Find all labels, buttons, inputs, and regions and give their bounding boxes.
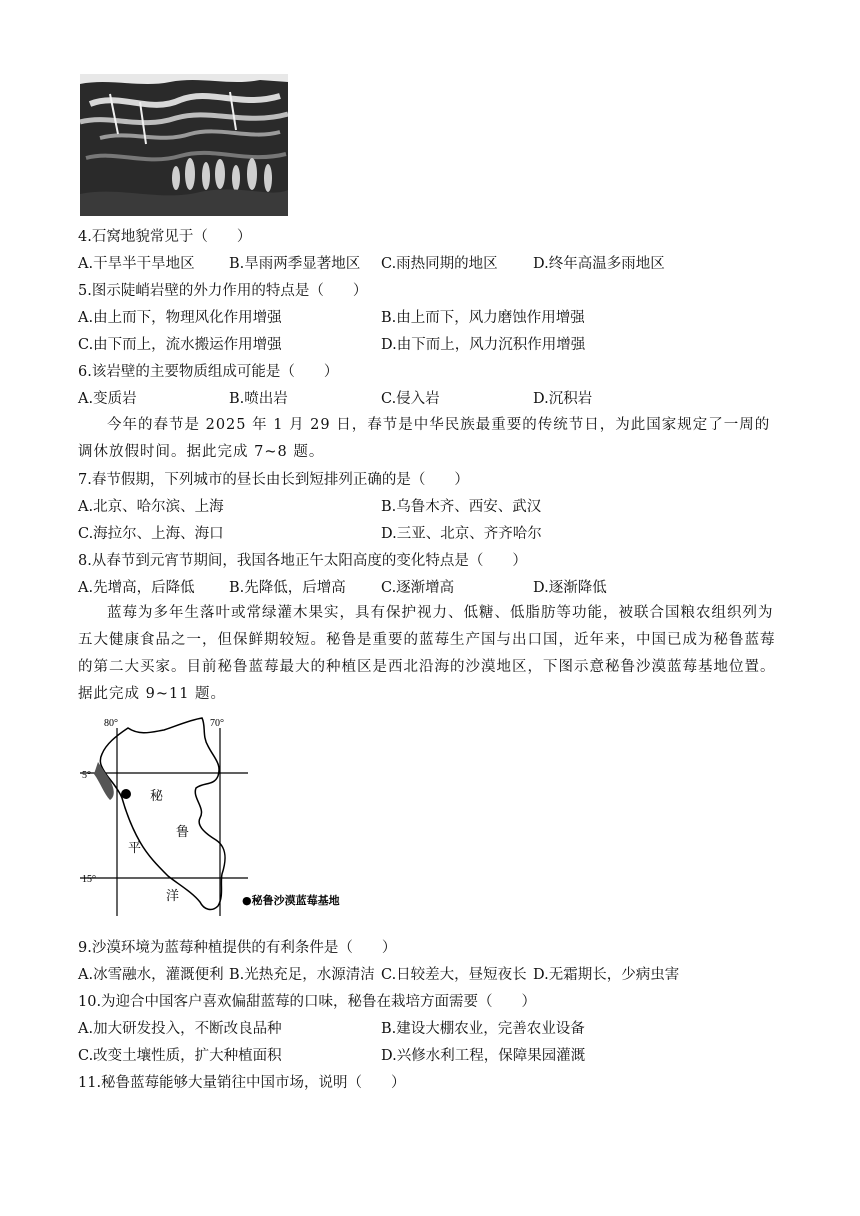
q9-option-b[interactable]: B.光热充足，水源清洁 <box>229 967 375 983</box>
map-char-2: 鲁 <box>176 825 190 840</box>
q7-option-c[interactable]: C.海拉尔、上海、海口 <box>78 526 224 542</box>
question-7-stem: 7.春节假期，下列城市的昼长由长到短排列正确的是（ ） <box>78 472 469 488</box>
question-6-stem: 6.该岩壁的主要物质组成可能是（ ） <box>78 364 339 380</box>
q10-option-b[interactable]: B.建设大棚农业，完善农业设备 <box>381 1021 585 1037</box>
q8-option-c[interactable]: C.逐渐增高 <box>381 580 455 596</box>
q10-option-d[interactable]: D.兴修水利工程，保障果园灌溉 <box>381 1048 586 1064</box>
q6-option-c[interactable]: C.侵入岩 <box>381 391 440 407</box>
blueberry-base-marker <box>121 789 131 799</box>
q4-option-d[interactable]: D.终年高温多雨地区 <box>533 256 665 272</box>
q5-option-a[interactable]: A.由上而下，物理风化作用增强 <box>78 310 282 326</box>
peru-blueberry-map <box>80 716 350 916</box>
q9-option-a[interactable]: A.冰雪融水，灌溉便利 <box>78 967 224 983</box>
map-char-4: 洋 <box>166 889 180 904</box>
peru-outline <box>100 718 225 909</box>
q9-option-c[interactable]: C.日较差大，昼短夜长 <box>381 967 527 983</box>
question-5-stem: 5.图示陡峭岩壁的外力作用的特点是（ ） <box>78 283 368 299</box>
q6-option-a[interactable]: A.变质岩 <box>78 391 137 407</box>
question-8-stem: 8.从春节到元宵节期间，我国各地正午太阳高度的变化特点是（ ） <box>78 553 527 569</box>
q4-option-a[interactable]: A.干旱半干旱地区 <box>78 256 195 272</box>
question-4-stem: 4.石窝地貌常见于（ ） <box>78 229 252 245</box>
lat-5-label: 5° <box>82 770 91 781</box>
q8-option-d[interactable]: D.逐渐降低 <box>533 580 607 596</box>
q9-option-d[interactable]: D.无霜期长，少病虫害 <box>533 967 680 983</box>
lon-70-label: 70° <box>210 718 224 729</box>
question-11-stem: 11.秘鲁蓝莓能够大量销往中国市场，说明（ ） <box>78 1075 406 1091</box>
lon-80-label: 80° <box>104 718 118 729</box>
q10-option-c[interactable]: C.改变土壤性质，扩大种植面积 <box>78 1048 282 1064</box>
map-char-3: 平 <box>128 841 142 856</box>
passage-spring-festival: 今年的春节是 2025 年 1 月 29 日，春节是中华民族最重要的传统节日，为此国家规定了一周的调休放假时间。据此完成 7~8 题。 <box>78 417 771 460</box>
q5-option-b[interactable]: B.由上而下，风力磨蚀作用增强 <box>381 310 585 326</box>
q6-option-d[interactable]: D.沉积岩 <box>533 391 593 407</box>
q10-option-a[interactable]: A.加大研发投入，不断改良品种 <box>78 1021 282 1037</box>
q7-option-d[interactable]: D.三亚、北京、齐齐哈尔 <box>381 526 542 542</box>
q6-option-b[interactable]: B.喷出岩 <box>229 391 288 407</box>
q4-option-c[interactable]: C.雨热同期的地区 <box>381 256 498 272</box>
map-legend: ●秘鲁沙漠蓝莓基地 <box>242 894 340 907</box>
peru-map-svg <box>80 716 350 916</box>
q7-option-a[interactable]: A.北京、哈尔滨、上海 <box>78 499 224 515</box>
q8-option-b[interactable]: B.先降低，后增高 <box>229 580 346 596</box>
lat-15-label: 15° <box>82 874 96 885</box>
map-char-1: 秘 <box>150 789 164 804</box>
question-9-stem: 9.沙漠环境为蓝莓种植提供的有利条件是（ ） <box>78 940 397 956</box>
q5-option-c[interactable]: C.由下而上，流水搬运作用增强 <box>78 337 282 353</box>
q5-option-d[interactable]: D.由下而上，风力沉积作用增强 <box>381 337 586 353</box>
q7-option-b[interactable]: B.乌鲁木齐、西安、武汉 <box>381 499 542 515</box>
question-10-stem: 10.为迎合中国客户喜欢偏甜蓝莓的口味，秘鲁在栽培方面需要（ ） <box>78 994 537 1010</box>
rock-wall-image <box>80 74 288 216</box>
passage-peru-blueberry: 蓝莓为多年生落叶或常绿灌木果实，具有保护视力、低糖、低脂肪等功能，被联合国粮农组织列为五大健康食品之一，但保鲜期较短。秘鲁是重要的蓝莓生产国与出口国，近年来，中国已成为秘鲁蓝莓的第二大买家。目前秘鲁蓝莓最大的种植区是西北沿海的沙漠地区，下图示意秘鲁沙漠蓝莓基地位置。据此完成 9~11 题。 <box>78 605 776 702</box>
q8-option-a[interactable]: A.先增高，后降低 <box>78 580 195 596</box>
q4-option-b[interactable]: B.旱雨两季显著地区 <box>229 256 361 272</box>
rock-wall-photo <box>80 74 288 216</box>
